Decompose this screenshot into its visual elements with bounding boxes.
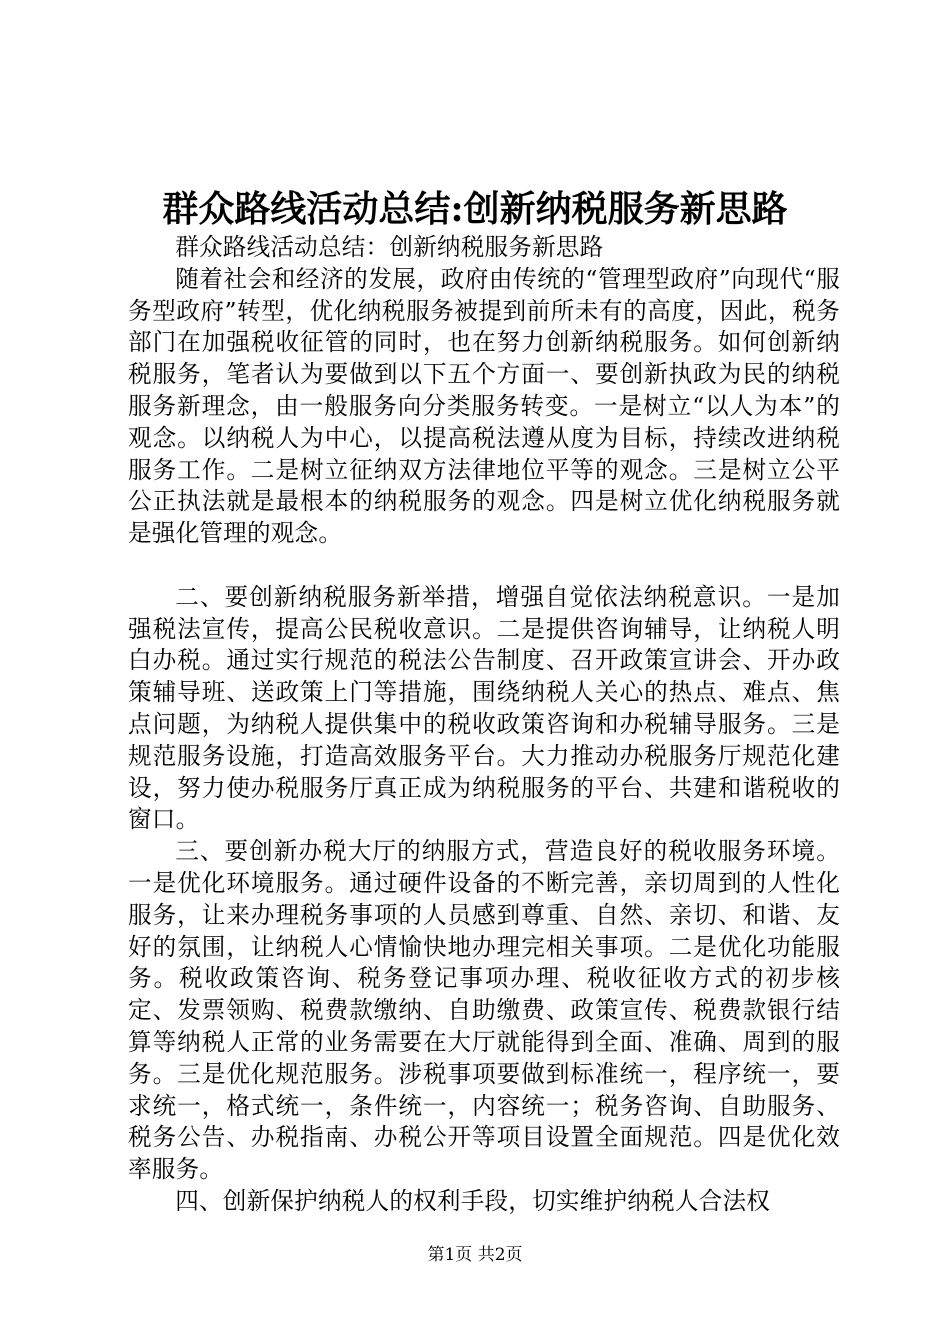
body-paragraph-2: 二、要创新纳税服务新举措，增强自觉依法纳税意识。一是加强税法宣传，提高公民税收意识。二是提供咨询辅导，让纳税人明白办税。通过实行规范的税法公告制度、召开政策宣讲会、开办政策辅导班、送政策上门等措施，围绕纳税人关心的热点、难点、焦点问题，为纳税人提供集中的税收政策咨询和办税辅导服务。三是规范服务设施，打造高效服务平台。大力推动办税服务厅规范化建设，努力使办税服务厅真正成为纳税服务的平台、共建和谐税收的窗口。 <box>128 582 840 834</box>
body-paragraph-3: 三、要创新办税大厅的纳服方式，营造良好的税收服务环境。一是优化环境服务。通过硬件设备的不断完善，亲切周到的人性化服务，让来办理税务事项的人员感到尊重、自然、亲切、和谐、友好的氛围，让纳税人心情愉快地办理完相关事项。二是优化功能服务。税收政策咨询、税务登记事项办理、税收征收方式的初步核定、发票领购、税费款缴纳、自助缴费、政策宣传、税费款银行结算等纳税人正常的业务需要在大厅就能得到全面、准确、周到的服务。三是优化规范服务。涉税事项要做到标准统一，程序统一，要求统一，格式统一，条件统一，内容统一；税务咨询、自助服务、税务公告、办税指南、办税公开等项目设置全面规范。四是优化效率服务。 <box>128 837 840 1184</box>
page-number-footer: 第1页 共2页 <box>427 1245 523 1265</box>
body-paragraph-4: 四、创新保护纳税人的权利手段，切实维护纳税人合法权 <box>175 1186 771 1215</box>
document-title: 群众路线活动总结:创新纳税服务新思路 <box>162 188 788 230</box>
document-body <box>128 232 840 1218</box>
subtitle-paragraph: 群众路线活动总结：创新纳税服务新思路 <box>175 233 604 261</box>
body-paragraph-1: 随着社会和经济的发展，政府由传统的“管理型政府”向现代“服务型政府”转型，优化纳税服务被提到前所未有的高度，因此，税务部门在加强税收征管的同时，也在努力创新纳税服务。如何创新纳税服务，笔者认为要做到以下五个方面一、要创新执政为民的纳税服务新理念，由一般服务向分类服务转变。一是树立“以人为本”的观念。以纳税人为中心，以提高税法遵从度为目标，持续改进纳税服务工作。二是树立征纳双方法律地位平等的观念。三是树立公平公正执法就是最根本的纳税服务的观念。四是树立优化纳税服务就是强化管理的观念。 <box>128 264 840 548</box>
